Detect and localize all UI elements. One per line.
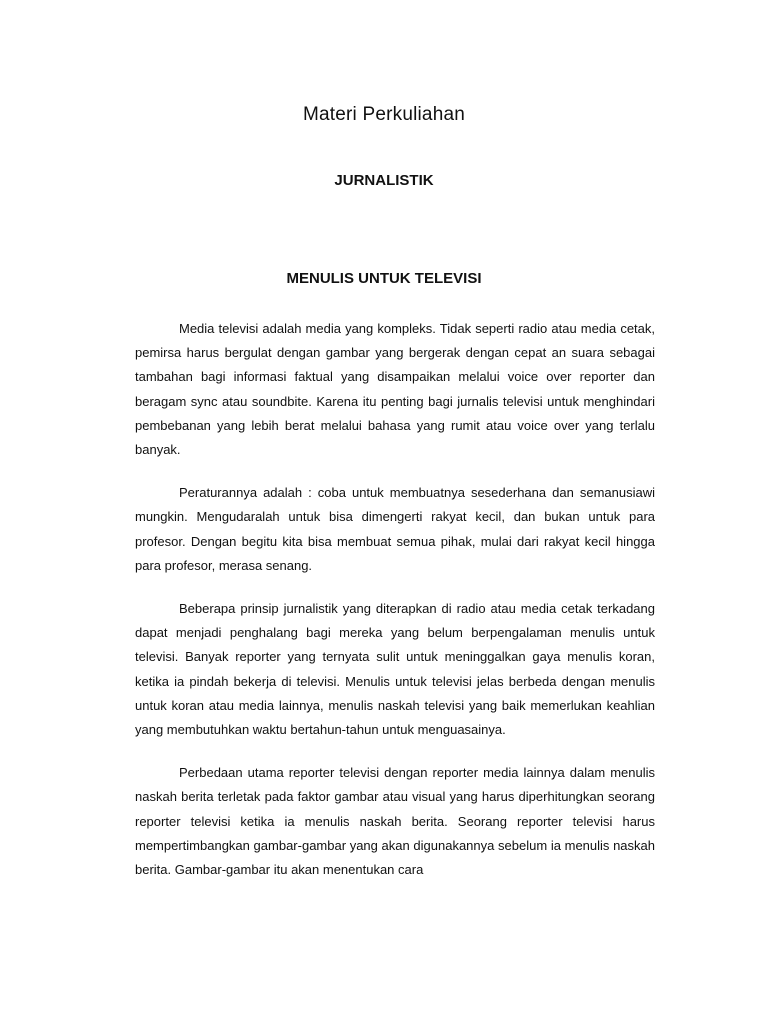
paragraph-3: Beberapa prinsip jurnalistik yang diterapkan di radio atau media cetak terkadang dapat menjadi penghalang bagi mereka yang belum berpengalaman menulis untuk televisi. Banyak reporter yang ternyata sulit untuk meninggalkan gaya menulis koran, ketika ia pindah bekerja di televisi. Menulis untuk televisi jelas berbeda dengan menulis untuk koran atau media lainnya, menulis naskah televisi yang baik memerlukan keahlian yang membutuhkan waktu bertahun-tahun untuk menguasainya.: [135, 601, 655, 738]
document-body: [135, 317, 655, 901]
paragraph-4: Perbedaan utama reporter televisi dengan reporter media lainnya dalam menulis naskah berita terletak pada faktor gambar atau visual yang harus diperhitungkan seorang reporter televisi ketika ia menulis naskah berita. Seorang reporter televisi harus mempertimbangkan gambar-gambar yang akan digunakannya sebelum ia menulis naskah berita. Gambar-gambar itu akan menentukan cara: [135, 765, 655, 878]
paragraph-1: Media televisi adalah media yang kompleks. Tidak seperti radio atau media cetak, pemirsa harus bergulat dengan gambar yang bergerak dengan cepat an suara sebagai tambahan bagi informasi faktual yang disampaikan melalui voice over reporter dan beragam sync atau soundbite. Karena itu penting bagi jurnalis televisi untuk menghindari pembebanan yang lebih berat melalui bahasa yang rumit atau voice over yang terlalu banyak.: [135, 321, 655, 458]
course-title: JURNALISTIK: [334, 172, 434, 189]
document-title: Materi Perkuliahan: [302, 104, 465, 125]
paragraph-2: Peraturannya adalah : coba untuk membuatnya sesederhana dan semanusiawi mungkin. Mengudaralah untuk bisa dimengerti rakyat kecil, dan bukan untuk para profesor. Dengan begitu kita bisa membuat semua pihak, mulai dari rakyat kecil hingga para profesor, merasa senang.: [135, 485, 655, 573]
section-heading: MENULIS UNTUK TELEVISI: [286, 270, 482, 287]
